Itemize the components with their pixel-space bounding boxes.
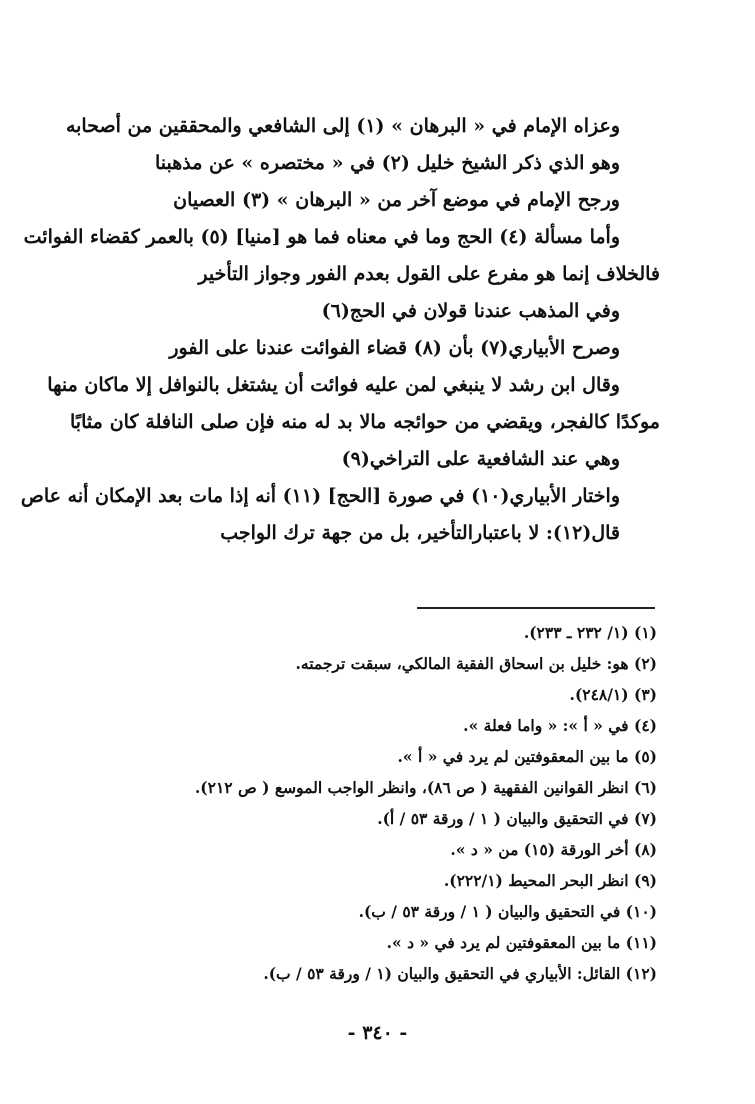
- text-line: وصرح الأبياري(٧) بأن (٨) قضاء الفوائت عندنا على الفور: [169, 337, 620, 359]
- text-line: موكدًا كالفجر، ويقضي من حوائجه مالا بد له منه فإن صلى النافلة كان مثابًا: [70, 411, 660, 433]
- text-line: وقال ابن رشد لا ينبغي لمن عليه فوائت أن يشتغل بالنوافل إلا ماكان منها: [47, 374, 620, 396]
- page-number: - ٣٤٠ -: [347, 1022, 408, 1044]
- text-line: وهي عند الشافعية على التراخي(٩): [341, 448, 620, 470]
- footnotes-list: [67, 617, 657, 989]
- footnote: (١) (١/ ٢٣٢ ـ ٢٣٣).: [523, 623, 657, 642]
- main-text-body: [20, 108, 660, 552]
- text-line: وعزاه الإمام في « البرهان » (١) إلى الشافعي والمحققين من أصحابه: [65, 115, 620, 137]
- text-line: وأما مسألة (٤) الحج وما في معناه فما هو [منيا] (٥) بالعمر كقضاء الفوائت: [23, 226, 620, 248]
- footnote: (٢) هو: خليل بن اسحاق الفقية المالكي، سبقت ترجمته.: [295, 654, 657, 673]
- text-line: واختار الأبياري(١٠) في صورة [الحج] (١١) أنه إذا مات بعد الإمكان أنه عاص: [20, 485, 620, 507]
- text-line: وفي المذهب عندنا قولان في الحج(٦): [321, 300, 620, 322]
- text-line: قال(١٢): لا باعتبارالتأخير، بل من جهة ترك الواجب: [220, 522, 620, 544]
- text-line: وهو الذي ذكر الشيخ خليل (٢) في « مختصره » عن مذهبنا: [154, 152, 620, 174]
- footnote: (١٠) في التحقيق والبيان ( ١ / ورقة ٥٣ / ب).: [358, 902, 657, 921]
- footnote: (٥) ما بين المعقوفتين لم يرد في « أ ».: [397, 747, 657, 766]
- text-line: ورجح الإمام في موضع آخر من « البرهان » (٣) العصيان: [173, 189, 620, 211]
- footnote: (٨) أخر الورقة (١٥) من « د ».: [450, 840, 657, 859]
- footnote: (٩) انظر البحر المحيط (٢٢٢/١).: [443, 871, 657, 890]
- footnote: (٤) في « أ »: « واما فعلة ».: [463, 716, 657, 735]
- footnote: (٧) في التحقيق والبيان ( ١ / ورقة ٥٣ / أ).: [377, 809, 657, 828]
- text-line: فالخلاف إنما هو مفرع على القول بعدم الفور وجواز التأخير: [198, 263, 660, 285]
- footnote: (١٢) القائل: الأبياري في التحقيق والبيان (١ / ورقة ٥٣ / ب).: [263, 964, 657, 983]
- footnote: (٦) انظر القوانين الفقهية ( ص ٨٦)، وانظر الواجب الموسع ( ص ٢١٢).: [194, 778, 657, 797]
- footnote-divider: [417, 607, 655, 609]
- footnote: (١١) ما بين المعقوفتين لم يرد في « د ».: [386, 933, 657, 952]
- footnote: (٣) (٢٤٨/١).: [569, 685, 657, 704]
